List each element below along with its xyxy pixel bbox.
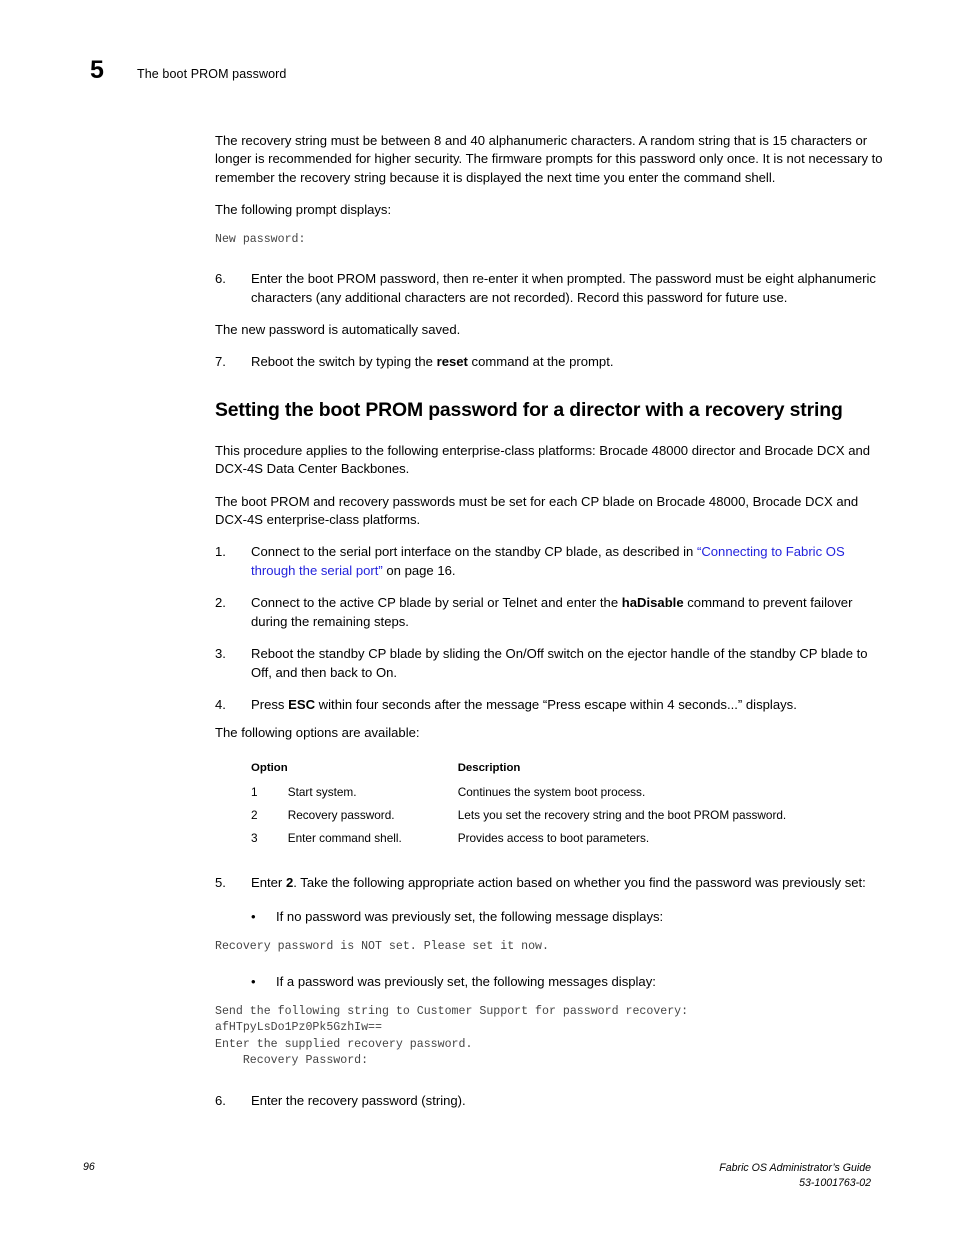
step-text-post: . Take the following appropriate action based on whether you find the password was previously set: [293, 874, 866, 890]
section-paragraph-2: The boot PROM and recovery passwords must be set for each CP blade on Brocade 48000, Brocade DCX and DCX-4S enterprise-class platforms. [215, 493, 859, 528]
option-value: 2 [285, 874, 294, 890]
content-column [215, 132, 883, 1110]
code-block-no-password: Recovery password is NOT set. Please set it now. [215, 939, 549, 953]
code-block-new-password: New password: [215, 232, 306, 246]
chapter-number: 5 [90, 56, 104, 84]
key-name: ESC [288, 696, 316, 712]
cell-option-description: Continues the system boot process. [457, 784, 646, 799]
footer-page-number: 96 [83, 1161, 95, 1173]
step-number: 2. [215, 595, 226, 611]
cell-option-number: 2 [251, 807, 258, 822]
list-item-step-4 [215, 696, 883, 714]
table-row [251, 785, 883, 808]
step-number: 6. [215, 271, 226, 287]
options-table [251, 761, 883, 854]
command-name: reset [436, 354, 468, 370]
step-number: 5. [215, 874, 226, 890]
step-text [251, 543, 883, 580]
step-text [251, 874, 883, 892]
list-item-step-5 [215, 874, 883, 892]
step-text-post: command to prevent failover during the remaining steps. [251, 595, 853, 629]
cross-reference-link[interactable]: “Connecting to Fabric OS through the serial port” [251, 544, 845, 578]
cell-option-description: Provides access to boot parameters. [457, 830, 650, 845]
code-block-recovery-line-1: Send the following string to Customer Support for password recovery: [215, 1004, 689, 1018]
bullet-icon: • [251, 974, 256, 990]
step-text: Enter the boot PROM password, then re-enter it when prompted. The password must be eight alphanumeric characters (any additional characters are not recorded). Record this password for future use. [251, 271, 876, 305]
step-text [251, 594, 883, 631]
code-block-recovery-string: afHTpyLsDo1Pz0Pk5GzhIw== [215, 1021, 382, 1035]
footer-document-info [719, 1161, 871, 1190]
step-text: Enter the recovery password (string). [251, 1092, 466, 1108]
step-number: 1. [215, 544, 226, 560]
code-block-recovery-prompt: Recovery Password: [215, 1054, 369, 1068]
table-row [251, 831, 883, 854]
step-text [251, 353, 883, 371]
bullet-text: If a password was previously set, the following messages display: [276, 974, 656, 990]
footer-document-number: 53-1001763-02 [799, 1176, 871, 1189]
step-text-pre: Connect to the active CP blade by serial or Telnet and enter the [251, 595, 622, 611]
table-header-row [251, 761, 883, 785]
list-item-bullet-2 [251, 973, 883, 991]
list-item-step-1 [215, 543, 883, 580]
step-text [251, 696, 883, 714]
cell-option-description: Lets you set the recovery string and the boot PROM password. [457, 807, 787, 822]
step-text-pre: Enter [251, 874, 286, 890]
cell-option-label: Enter command shell. [287, 830, 402, 845]
list-item-step-6-recovery [215, 1092, 883, 1110]
cell-option-number: 3 [251, 830, 258, 845]
bullet-text: If no password was previously set, the following message displays: [276, 909, 664, 925]
cell-option-label: Recovery password. [287, 807, 395, 822]
list-item-step-2 [215, 594, 883, 631]
step-text-pre: Press [251, 696, 289, 712]
code-block-recovery-line-3: Enter the supplied recovery password. [215, 1037, 473, 1051]
footer-guide-title: Fabric OS Administrator’s Guide [719, 1162, 871, 1174]
step-number: 6. [215, 1092, 226, 1108]
cell-option-number: 1 [251, 784, 258, 799]
step-number: 4. [215, 696, 226, 712]
intro-paragraph-1: The recovery string must be between 8 and 40 alphanumeric characters. A random string that is 15 characters or longer is recommended for higher security. The firmware prompts for this password only once. It is not necessary to remember the recovery string because it is displayed the next time you enter the command shell. [215, 133, 883, 185]
command-name: haDisable [621, 595, 684, 611]
step-6-followup: The new password is automatically saved. [215, 322, 461, 338]
table-row [251, 808, 883, 831]
step-text: Reboot the standby CP blade by sliding the On/Off switch on the ejector handle of the standby CP blade to Off, and then back to On. [251, 646, 868, 680]
list-item-step-7 [215, 353, 883, 371]
column-header-description: Description [457, 761, 521, 774]
column-header-option: Option [251, 761, 288, 774]
chapter-title: The boot PROM password [137, 67, 287, 81]
step-text-post: within four seconds after the message “Press escape within 4 seconds...” displays. [315, 696, 797, 712]
step-4-followup: The following options are available: [215, 725, 420, 741]
intro-paragraph-2: The following prompt displays: [215, 202, 392, 218]
step-text-pre: Reboot the switch by typing the [251, 354, 437, 370]
step-number: 3. [215, 646, 226, 662]
list-item-bullet-1 [251, 908, 883, 926]
running-header [90, 58, 286, 83]
section-heading: Setting the boot PROM password for a director with a recovery string [215, 398, 843, 421]
step-number: 7. [215, 354, 226, 370]
step-text-pre: Connect to the serial port interface on the standby CP blade, as described in [251, 544, 697, 560]
column-header-spacer [288, 761, 458, 785]
list-item-step-6 [215, 270, 883, 307]
cell-option-label: Start system. [287, 784, 357, 799]
bullet-icon: • [251, 909, 256, 925]
list-item-step-3 [215, 645, 883, 682]
step-text-post: on page 16. [382, 562, 456, 578]
step-text-post: command at the prompt. [467, 354, 614, 370]
section-paragraph-1: This procedure applies to the following enterprise-class platforms: Brocade 48000 director and Brocade DCX and DCX-4S Data Center Backbones. [215, 442, 871, 477]
